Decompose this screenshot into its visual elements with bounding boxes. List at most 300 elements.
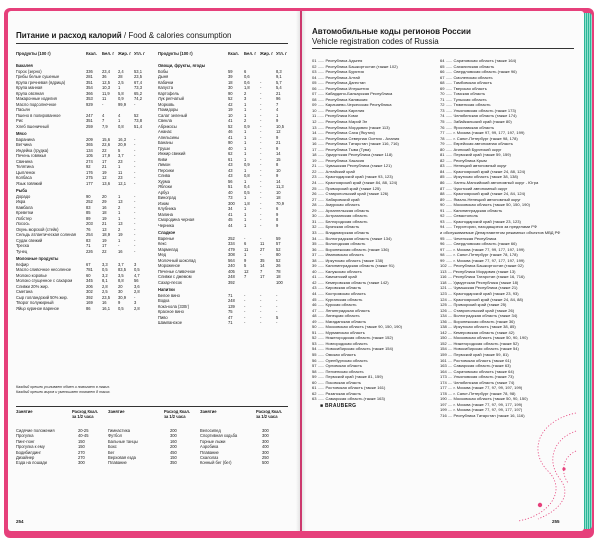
- region-code-row: 121 .... Чувашская Республика (также 21): [440, 285, 518, 291]
- product-name: Помидоры: [158, 107, 179, 112]
- activity-name: Спортивная ходьба: [200, 433, 238, 439]
- product-value: -: [260, 112, 262, 118]
- product-value: 17,9: [102, 153, 110, 158]
- product-name: Камбала: [16, 204, 33, 210]
- product-name: Кабачки: [158, 79, 174, 85]
- region-code-row: 10 ...... Республика Карелия: [312, 107, 365, 113]
- right-page: [302, 11, 584, 531]
- region-code-row: 173 .... Ульяновская область (также 73): [440, 374, 514, 380]
- region-code-row: 03 ...... Республика Бурятия: [312, 69, 364, 75]
- product-value: 209: [86, 136, 93, 142]
- product-value: 206: [86, 283, 93, 289]
- region-code-row: 190 .... Московская область (также 50, 90, 150): [440, 396, 528, 402]
- product-value: 43: [228, 173, 233, 178]
- product-name: Белое вино: [158, 292, 180, 298]
- product-value: 20,9: [118, 142, 126, 147]
- product-name: Дыня: [158, 74, 169, 79]
- product-name: Арбуз: [158, 189, 170, 195]
- product-name: Киви: [158, 156, 168, 162]
- product-value: 929: [86, 101, 93, 107]
- region-code-row: 98 ...... г. Санкт-Петербург (также 78, 178): [440, 252, 518, 258]
- region-code-row: 67 ...... Смоленская область: [440, 74, 493, 80]
- product-value: 12: [102, 175, 107, 180]
- product-value: 2: [118, 226, 121, 232]
- region-code-row: 27 ...... Хабаровский край: [312, 196, 360, 202]
- region-code-row: 18 ...... Удмуртская Республика (также 118): [312, 152, 393, 158]
- product-row: [158, 223, 290, 229]
- product-name: Грибы белые сушеные: [16, 74, 60, 79]
- region-code-row: 102 .... Республика Башкортостан (также 02): [440, 263, 524, 269]
- product-row: [16, 124, 148, 130]
- region-code-row: 23 ...... Краснодарский край (также 93, 123): [312, 174, 393, 180]
- region-code-row: 53 ...... Новгородская область: [312, 340, 368, 346]
- product-value: 45: [228, 217, 233, 222]
- region-code-row: 54 ...... Новосибирская область (также 154): [312, 346, 394, 352]
- region-code-row: 02 ...... Республика Башкортостан (также 102): [312, 63, 398, 69]
- product-value: -: [134, 294, 136, 300]
- product-value: 52: [276, 246, 281, 252]
- product-value: 71: [228, 292, 233, 298]
- activity-kcal: 400: [262, 444, 269, 450]
- product-value: 9: [276, 145, 279, 151]
- product-value: 3,7: [118, 261, 124, 267]
- region-code-row: 99 ...... г. Москва (также 77, 97, 177, 197, 199): [440, 257, 525, 263]
- region-code-row: 116 .... Республика Татарстан (также 16, 716): [440, 274, 525, 280]
- product-value: 19: [118, 232, 123, 237]
- region-code-row: 161 .... Ростовская область (также 61): [440, 357, 512, 363]
- region-code-row: 197 .... г. Москва (также 77, 97, 99, 177, 199): [440, 401, 523, 407]
- product-value: -: [260, 134, 262, 140]
- product-value: -: [260, 96, 262, 101]
- product-value: -: [276, 298, 278, 303]
- product-name: Мороженое: [158, 263, 181, 268]
- product-value: -: [260, 309, 262, 314]
- region-code-row: 04 ...... Республика Алтай: [312, 74, 360, 80]
- product-value: 0,4: [244, 184, 250, 189]
- product-name: Хлеб пшеничный: [16, 123, 49, 129]
- region-code-row: 30 ...... Астраханская область: [312, 213, 368, 219]
- product-value: 479: [228, 246, 235, 252]
- region-code-row: 70 ...... Томская область: [440, 91, 486, 97]
- product-value: 90: [228, 90, 233, 96]
- activity-name: Прогулка к ему: [16, 444, 45, 450]
- region-code-row: 60 ...... Псковская область: [312, 379, 362, 385]
- product-name: Красное вино: [158, 309, 184, 314]
- product-value: 9: [276, 173, 279, 178]
- region-code-row: 178 .... г. Санкт-Петербург (также 78, 98): [440, 390, 516, 396]
- product-value: 2: [118, 204, 121, 210]
- region-code-row: 55 ...... Омская область: [312, 351, 356, 357]
- region-code-row: и обслуживаемые Департаментом режимных объектов МВД РФ: [440, 229, 561, 235]
- product-value: 0,6: [244, 79, 250, 85]
- product-value: 345: [86, 278, 93, 283]
- product-name: Персики: [158, 167, 174, 173]
- activities-rule: [16, 406, 288, 407]
- product-value: 21: [276, 90, 281, 96]
- product-name: Сливки 20% жир.: [16, 283, 49, 289]
- region-code-row: 57 ...... Орловская область: [312, 363, 362, 369]
- product-value: 16,1: [102, 305, 110, 311]
- activity-name: Плавание: [108, 460, 127, 466]
- product-value: 83,5: [118, 267, 126, 272]
- product-value: -: [244, 235, 246, 241]
- product-value: 4,7: [134, 272, 140, 278]
- product-value: -: [134, 226, 136, 232]
- product-value: 15,6: [102, 136, 110, 142]
- product-value: 34: [228, 206, 233, 211]
- product-name: Сметана: [16, 289, 33, 294]
- region-code-row: 174 .... Челябинская область (также 74): [440, 379, 515, 385]
- product-value: -: [118, 243, 120, 248]
- product-name: Телятина: [16, 164, 34, 169]
- product-value: 0,5: [102, 267, 108, 272]
- product-value: -: [134, 169, 136, 175]
- product-value: 67: [86, 261, 91, 267]
- product-value: 354: [86, 85, 93, 90]
- product-value: 56: [228, 178, 233, 184]
- product-value: 10: [228, 112, 233, 118]
- product-name: Баранина: [16, 136, 35, 142]
- product-value: -: [260, 189, 262, 195]
- column-header: Ккал.: [228, 51, 239, 56]
- right-page-title: Автомобильные коды регионов России: [312, 27, 471, 36]
- product-value: 41: [228, 118, 233, 123]
- product-name: Хурма: [158, 178, 171, 184]
- product-name: Груши: [158, 145, 170, 151]
- product-value: 30: [228, 85, 233, 90]
- region-code-row: 32 ...... Брянская область: [312, 224, 360, 230]
- activity-kcal: 500: [262, 460, 269, 466]
- product-value: 0,5: [118, 305, 124, 311]
- product-value: 1,8: [244, 85, 250, 90]
- product-value: -: [134, 147, 136, 153]
- product-name: Мармелад: [158, 246, 179, 252]
- product-value: 30,9: [118, 294, 126, 300]
- region-code-row: 86 ...... Ханты-Мансийский автономный округ - Югра: [440, 180, 539, 186]
- product-value: 405: [228, 268, 235, 274]
- product-value: 17: [102, 243, 107, 248]
- product-value: 2,8: [134, 289, 140, 294]
- product-value: 35: [260, 257, 265, 263]
- product-value: -: [260, 206, 262, 211]
- product-value: 139: [228, 303, 235, 309]
- product-value: 76: [86, 226, 91, 232]
- product-value: 11: [118, 169, 123, 175]
- product-value: 52: [228, 123, 233, 129]
- region-code-row: 164 .... Саратовская область (также 64): [440, 368, 514, 374]
- product-value: 16: [102, 300, 107, 305]
- product-value: 240: [228, 263, 235, 268]
- region-code-row: 75 ...... Забайкальский край (также 80): [440, 119, 512, 125]
- activity-header: Занятие: [108, 409, 125, 414]
- product-value: 3,6: [134, 283, 140, 289]
- product-value: -: [134, 175, 136, 180]
- product-value: 1: [118, 215, 121, 221]
- product-value: 16,3: [118, 136, 126, 142]
- product-value: -: [260, 314, 262, 320]
- activity-header: Занятие: [200, 409, 217, 414]
- product-value: 274: [86, 158, 93, 164]
- activity-kcal: 200: [170, 428, 177, 433]
- product-value: -: [260, 195, 262, 200]
- activities-header-row: [16, 409, 292, 420]
- activity-row: [16, 460, 292, 465]
- activity-kcal: 450: [170, 449, 177, 455]
- product-value: -: [134, 215, 136, 221]
- product-value: -: [260, 320, 262, 325]
- activity-name: Бальные танцы: [108, 438, 138, 444]
- region-code-row: 78 ...... г. Санкт-Петербург (также 98, 178): [440, 135, 518, 141]
- product-name: Изюм: [158, 200, 169, 206]
- product-value: 18,9: [102, 232, 110, 237]
- product-name: Судак свежий: [16, 237, 43, 243]
- region-code-row: 31 ...... Белгородская область: [312, 218, 368, 224]
- product-row: [158, 280, 290, 286]
- column-header: Ккал.: [86, 51, 97, 56]
- product-value: 9,1: [276, 74, 282, 79]
- region-code-row: 49 ...... Магаданская область: [312, 318, 367, 324]
- product-name: Картофель: [158, 90, 179, 96]
- activity-kcal: 250: [262, 454, 269, 460]
- region-code-row: 62 ...... Рязанская область: [312, 390, 362, 396]
- product-value: 19: [102, 169, 107, 175]
- product-value: 22: [102, 147, 107, 153]
- product-value: 23,5: [102, 294, 110, 300]
- product-name: Кефир: [16, 261, 29, 267]
- products-column-1: [16, 61, 148, 311]
- product-name: Свинина: [16, 158, 33, 164]
- kcal-header: Расход Ккал. за 1/2 часа: [72, 409, 99, 420]
- product-name: Лук репчатый: [158, 96, 184, 101]
- product-value: 10: [276, 167, 281, 173]
- product-value: 44: [228, 222, 233, 228]
- product-value: 11: [260, 241, 265, 246]
- region-code-row: 21 ...... Чувашская Республика (также 121): [312, 163, 392, 169]
- activity-kcal: 40-45: [78, 433, 89, 439]
- product-value: -: [260, 140, 262, 145]
- product-value: 1: [244, 167, 247, 173]
- region-code-row: 87 ...... Чукотский автономный округ: [440, 185, 508, 191]
- product-value: 18: [276, 195, 281, 200]
- product-value: 1: [244, 151, 247, 156]
- product-name: Ананас: [158, 129, 172, 134]
- product-value: 83: [86, 237, 91, 243]
- region-code-row: 28 ...... Амурская область: [312, 202, 360, 208]
- product-row: [16, 306, 148, 312]
- product-row: [16, 181, 148, 187]
- section-heading: Молочные продукты: [16, 256, 59, 261]
- product-value: 1: [244, 112, 247, 118]
- region-code-row: 76 ...... Ярославская область: [440, 124, 495, 130]
- region-code-row: 12 ...... Республика Марий Эл: [312, 119, 368, 125]
- product-name: Макаронные изделия: [16, 96, 57, 101]
- product-value: -: [260, 85, 262, 90]
- region-code-row: 64 ...... Саратовская область (также 164): [440, 58, 517, 63]
- region-code-row: 63 ...... Самарская область (также 163): [312, 396, 385, 402]
- region-code-row: 29 ...... Архангельская область: [312, 207, 370, 213]
- product-value: 1: [118, 193, 121, 199]
- product-value: 308: [228, 252, 235, 257]
- product-value: 9: [276, 118, 279, 123]
- product-value: 259: [86, 123, 93, 129]
- product-value: -: [260, 156, 262, 162]
- product-value: -: [260, 178, 262, 184]
- region-codes-column-1: [312, 58, 438, 402]
- product-value: 52: [228, 96, 233, 101]
- region-code-row: 124 .... Красноярский край (также 24, 84, 88): [440, 296, 524, 302]
- product-value: 134: [86, 147, 93, 153]
- activity-name: Конный бег (бег): [200, 460, 232, 466]
- product-value: -: [134, 158, 136, 164]
- book-spine: [296, 11, 306, 531]
- product-value: -: [134, 193, 136, 199]
- region-code-row: 123 .... Краснодарский край (также 23, 93): [440, 290, 519, 296]
- product-value: -: [134, 243, 136, 248]
- activity-kcal: 300: [78, 460, 85, 466]
- product-value: 3,2: [102, 272, 108, 278]
- product-value: -: [134, 101, 136, 107]
- activity-name: Горные лыжи: [200, 438, 226, 444]
- product-value: -: [244, 292, 246, 298]
- product-value: -: [260, 292, 262, 298]
- product-value: 336: [86, 68, 93, 74]
- region-code-row: 88 ...... Красноярский край (также 24, 84, 124): [440, 191, 526, 197]
- product-value: 70,9: [276, 200, 284, 206]
- product-value: 4: [102, 112, 105, 118]
- column-header: Продукты (100 г): [158, 51, 193, 56]
- product-value: 2,5: [118, 79, 124, 85]
- product-value: 83: [86, 204, 91, 210]
- region-code-row: 83 ...... Ненецкий автономный округ: [440, 163, 507, 169]
- page-edges: [584, 13, 592, 529]
- product-value: 28: [118, 74, 123, 79]
- region-code-row: 22 ...... Алтайский край: [312, 168, 355, 174]
- product-value: 1: [244, 101, 247, 107]
- region-code-row: 159 .... Пермский край (также 59, 81): [440, 351, 509, 357]
- product-value: 14: [260, 263, 265, 268]
- product-value: 13: [118, 199, 123, 204]
- product-value: 3: [244, 96, 247, 101]
- product-value: 92: [86, 164, 91, 169]
- region-codes-column-2: [440, 58, 580, 419]
- product-value: -: [102, 101, 104, 107]
- product-value: -: [260, 101, 262, 107]
- product-name: Варенье: [158, 235, 175, 241]
- product-name: Морковь: [158, 101, 175, 107]
- region-code-row: 177 .... г. Москва (также 77, 97, 99, 197, 199): [440, 385, 523, 391]
- product-value: -: [134, 136, 136, 142]
- product-value: -: [134, 153, 136, 158]
- activity-name: Верховая езда: [108, 454, 136, 460]
- product-name: Салат зеленый: [158, 112, 187, 118]
- product-value: -: [276, 303, 278, 309]
- products-column-2: [158, 61, 290, 326]
- product-value: -: [260, 298, 262, 303]
- product-value: 2: [244, 118, 247, 123]
- product-name: Молоко коровье: [16, 272, 47, 278]
- product-value: -: [134, 221, 136, 226]
- product-name: Инжир свежий: [158, 151, 186, 156]
- product-value: 6: [244, 241, 247, 246]
- product-value: 23,4: [102, 68, 110, 74]
- product-name: Окунь морской (стейк): [16, 226, 59, 232]
- page-number-right: 255: [552, 519, 560, 524]
- product-value: 6: [244, 68, 247, 74]
- product-value: 41: [228, 134, 233, 140]
- region-code-row: 77 ...... г. Москва (также 97, 99, 177, 197, 199): [440, 130, 525, 136]
- region-code-row: 72 ...... Тюменская область: [440, 102, 491, 108]
- region-code-row: 71 ...... Тульская область: [440, 96, 487, 102]
- product-value: -: [260, 217, 262, 222]
- activity-kcal: 20-25: [78, 428, 89, 433]
- product-value: 366: [86, 90, 93, 96]
- product-value: 247: [86, 112, 93, 118]
- product-value: 5,4: [276, 85, 282, 90]
- product-value: 73: [228, 195, 233, 200]
- activity-kcal: 300: [262, 449, 269, 455]
- region-code-row: 134 .... Волгоградская область (также 34): [440, 313, 518, 319]
- product-value: 14: [276, 151, 281, 156]
- product-value: 21: [102, 164, 107, 169]
- activity-kcal: 350: [170, 460, 177, 466]
- product-value: 71: [228, 320, 233, 325]
- region-code-row: 74 ...... Челябинская область (также 174): [440, 113, 517, 119]
- product-name: Масло подсолнечное: [16, 101, 57, 107]
- region-code-row: 142 .... Кемеровская область (также 42): [440, 329, 515, 335]
- column-header: Угл. г: [134, 51, 145, 56]
- product-name: Пасьян: [16, 107, 30, 112]
- region-code-row: 48 ...... Липецкая область: [312, 313, 360, 319]
- product-value: 1: [244, 107, 247, 112]
- product-value: 353: [86, 96, 93, 101]
- product-value: 73,8: [134, 118, 142, 123]
- activity-kcal: 150: [170, 454, 177, 460]
- product-value: 10,3: [102, 85, 110, 90]
- brauberg-logo: ■ BRAUBERG: [320, 403, 357, 409]
- region-code-row: 45 ...... Курганская область: [312, 296, 363, 302]
- product-value: 17: [102, 158, 107, 164]
- region-code-row: 97 ...... г. Москва (также 77, 99, 177, 197, 199): [440, 246, 525, 252]
- region-code-row: 150 .... Московская область (также 50, 90, 190): [440, 335, 528, 341]
- region-code-row: 61 ...... Ростовская область (также 161): [312, 385, 386, 391]
- region-code-row: 15 ...... Республика Северная Осетия - Алания: [312, 135, 400, 141]
- column-header: Бел. г: [102, 51, 115, 56]
- product-name: Лосось: [16, 221, 30, 226]
- product-value: 1: [118, 237, 121, 243]
- product-name: Яблоки: [158, 184, 172, 189]
- product-value: 89: [86, 215, 91, 221]
- activity-name: Пинг-понг: [16, 438, 35, 444]
- product-value: 75: [228, 309, 233, 314]
- product-value: 781: [86, 267, 93, 272]
- region-code-row: 08 ...... Республика Калмыкия: [312, 96, 368, 102]
- product-value: -: [260, 79, 262, 85]
- product-value: 8: [276, 162, 279, 167]
- product-value: 40: [228, 189, 233, 195]
- region-code-row: 33 ...... Владимирская область: [312, 229, 370, 235]
- product-value: 1: [244, 145, 247, 151]
- product-value: 3: [134, 300, 137, 305]
- section-heading: Рыба: [16, 188, 28, 193]
- product-value: 23: [118, 175, 123, 180]
- product-value: -: [260, 118, 262, 123]
- product-value: 99,9: [118, 101, 126, 107]
- product-value: 3,7: [118, 153, 124, 158]
- product-value: -: [260, 303, 262, 309]
- product-value: 52: [134, 112, 139, 118]
- product-value: 11: [244, 246, 249, 252]
- left-page-title: Питание и расход калорий / Food & calories consumption: [16, 31, 232, 40]
